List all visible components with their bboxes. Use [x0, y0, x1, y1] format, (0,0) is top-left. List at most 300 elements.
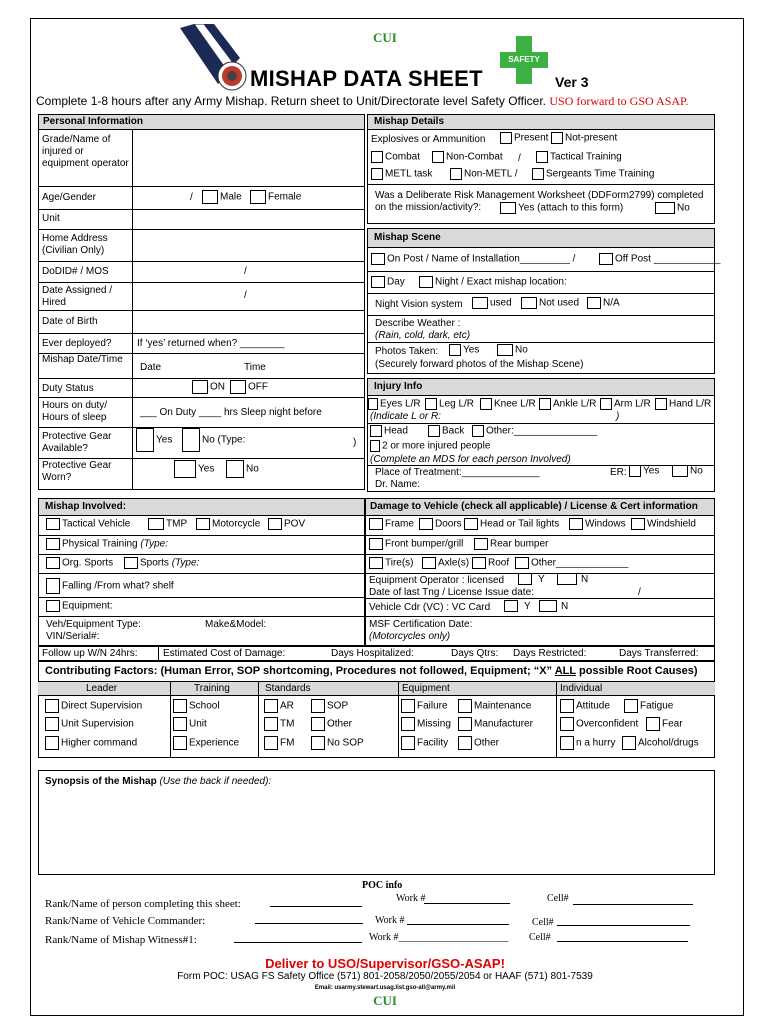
on-post-option[interactable]: [371, 253, 575, 265]
equipment-manufacturer-checkbox[interactable]: [458, 717, 472, 731]
night-option[interactable]: [419, 276, 567, 288]
mishap-scene-header: Mishap Scene: [367, 228, 715, 248]
licensed-y-option[interactable]: [518, 573, 545, 585]
combat-option[interactable]: [371, 151, 420, 163]
present-checkbox[interactable]: [500, 132, 512, 144]
photos-label: Photos Taken:: [375, 346, 439, 357]
duty-on-checkbox[interactable]: [192, 380, 208, 394]
equipment-manufacturer[interactable]: [458, 717, 533, 731]
org-sports-option[interactable]: [46, 557, 113, 569]
injury-leg[interactable]: [425, 398, 474, 410]
day-option[interactable]: [371, 276, 405, 288]
damage-head-tail-label: Head or Tail lights: [480, 518, 560, 530]
day-label: Day: [387, 276, 405, 288]
equipment-facility-label: Facility: [417, 737, 449, 749]
nvs-not-used-label: Not used: [539, 297, 580, 309]
damage-windows-checkbox[interactable]: [569, 518, 583, 530]
tmp-label: TMP: [166, 518, 188, 530]
not-present-option[interactable]: [551, 132, 617, 144]
damage-windows[interactable]: [569, 518, 626, 530]
standards-tm-checkbox[interactable]: [264, 717, 278, 731]
er-yes-option[interactable]: [629, 465, 659, 477]
protective-available-no-label: No (Type:: [202, 434, 246, 446]
leader-higher-command-checkbox[interactable]: [45, 736, 59, 750]
nvs-na-checkbox[interactable]: [587, 297, 601, 309]
damage-tires-label: Tire(s): [385, 557, 414, 569]
leader-direct-supervision-label: Direct Supervision: [61, 700, 143, 712]
equipment-option[interactable]: [46, 600, 113, 612]
individual-fatigue-checkbox[interactable]: [624, 699, 638, 713]
date-assigned-label: Date Assigned / Hired: [42, 285, 113, 308]
rank-witness-label: Rank/Name of Mishap Witness#1:: [45, 934, 197, 946]
nvs-used-checkbox[interactable]: [472, 297, 488, 309]
leader-unit-supervision-checkbox[interactable]: [45, 717, 59, 731]
if-yes-returned: If ‘yes’ returned when? ________: [137, 338, 285, 349]
equipment-facility-checkbox[interactable]: [401, 736, 415, 750]
non-metl-checkbox[interactable]: [450, 168, 462, 180]
injury-head-label: Head: [384, 425, 408, 437]
cell-label-3: Cell#: [529, 932, 551, 943]
protective-available-yes-label: Yes: [156, 434, 173, 446]
equipment-missing-checkbox[interactable]: [401, 717, 415, 731]
individual-alcohol[interactable]: [622, 736, 699, 750]
damage-rear-bumper[interactable]: [474, 538, 548, 550]
present-label: Present: [514, 132, 549, 144]
damage-front-bumper[interactable]: [369, 538, 463, 550]
licensed-n-option[interactable]: [557, 573, 588, 585]
msf-label: MSF Certification Date:: [369, 619, 473, 630]
standards-no-sop-checkbox[interactable]: [311, 736, 325, 750]
drmw-no-checkbox[interactable]: [655, 202, 675, 214]
pov-checkbox[interactable]: [268, 518, 282, 530]
tmp-checkbox[interactable]: [148, 518, 164, 530]
individual-fear-checkbox[interactable]: [646, 717, 660, 731]
individual-fatigue[interactable]: [624, 699, 673, 713]
motorcycle-option[interactable]: [196, 518, 260, 530]
standards-ar[interactable]: [264, 699, 294, 713]
nvs-used-option[interactable]: [472, 297, 512, 309]
er-no-option[interactable]: [672, 465, 703, 477]
individual-attitude[interactable]: [560, 699, 610, 713]
individual-overconfident[interactable]: [560, 717, 638, 731]
licensed-y-checkbox[interactable]: [518, 573, 532, 585]
injury-other[interactable]: [472, 425, 597, 437]
injury-other-label: Other:_______________: [486, 425, 598, 437]
injury-arm-checkbox[interactable]: [600, 398, 612, 410]
injury-back-label: Back: [442, 425, 465, 437]
leader-higher-command-label: Higher command: [61, 737, 138, 749]
equipment-label: Equipment:: [62, 600, 113, 612]
standards-other-checkbox[interactable]: [311, 717, 325, 731]
injury-ankle[interactable]: [539, 398, 596, 410]
leader-direct-supervision-checkbox[interactable]: [45, 699, 59, 713]
falling-option[interactable]: [46, 578, 174, 594]
injury-back-checkbox[interactable]: [428, 425, 440, 437]
date-assigned-slash: /: [244, 290, 247, 301]
nvs-not-used-checkbox[interactable]: [521, 297, 537, 309]
photos-note: (Securely forward photos of the Mishap Scene): [375, 359, 584, 370]
age-gender-label: Age/Gender: [42, 192, 96, 203]
standards-fm-checkbox[interactable]: [264, 736, 278, 750]
equipment-failure[interactable]: [401, 699, 448, 713]
falling-checkbox[interactable]: [46, 578, 60, 594]
injury-head-checkbox[interactable]: [370, 425, 382, 437]
photos-yes-checkbox[interactable]: [449, 344, 461, 356]
duty-off-label: OFF: [248, 381, 268, 393]
individual-fear-label: Fear: [662, 718, 683, 730]
off-post-label: Off Post ____________: [615, 253, 721, 265]
contributing-col-header: [38, 681, 715, 696]
tactical-training-checkbox[interactable]: [536, 151, 548, 163]
page-title: MISHAP DATA SHEET: [250, 66, 483, 91]
licensed-n-label: N: [581, 573, 589, 585]
injury-knee[interactable]: [480, 398, 536, 410]
protective-worn-yes-checkbox[interactable]: [174, 460, 196, 478]
injury-back[interactable]: [428, 425, 464, 437]
damage-head-tail[interactable]: [464, 518, 559, 530]
contributing-title-a: Contributing Factors: (Human Error, SOP shortcoming, Procedures not followed, Equipment; “X”: [45, 665, 553, 677]
damage-rear-bumper-label: Rear bumper: [490, 538, 549, 550]
deliver-banner: Deliver to USO/Supervisor/GSO-ASAP!: [265, 956, 505, 971]
er-no-checkbox[interactable]: [672, 465, 688, 477]
male-checkbox[interactable]: [202, 190, 218, 204]
org-sports-label: Org. Sports: [62, 557, 114, 569]
individual-in-a-hurry-label: n a hurry: [576, 737, 616, 749]
male-label: Male: [220, 191, 242, 203]
damage-axles[interactable]: [422, 557, 469, 569]
injury-head[interactable]: [370, 425, 408, 437]
leader-higher-command[interactable]: [45, 736, 137, 750]
synopsis-label: Synopsis of the Mishap: [45, 776, 157, 787]
weather-label: Describe Weather :: [375, 318, 461, 329]
instruction-text: Complete 1-8 hours after any Army Mishap. Return sheet to Unit/Directorate level Safety Officer.: [36, 94, 547, 108]
damage-header: Damage to Vehicle (check all applicable) / License & Cert information: [365, 498, 715, 516]
injury-eyes-label: Eyes L/R: [380, 398, 421, 410]
protective-worn-label: Protective Gear Worn?: [42, 460, 112, 483]
protective-worn-no-checkbox[interactable]: [226, 460, 244, 478]
mds-note: (Complete an MDS for each person Involved): [370, 454, 571, 465]
damage-axles-label: Axle(s): [438, 557, 470, 569]
damage-frame[interactable]: [369, 518, 414, 530]
standards-tm[interactable]: [264, 717, 294, 731]
standards-other[interactable]: [311, 717, 352, 731]
sergeants-time-label: Sergeants Time Training: [546, 168, 655, 180]
injury-eyes-checkbox[interactable]: [368, 398, 378, 410]
damage-windshield-checkbox[interactable]: [631, 518, 645, 530]
form-poc: Form POC: USAG FS Safety Office (571) 801-2058/2050/2055/2054 or HAAF (571) 801-7539: [177, 971, 593, 982]
pt-type-label: (Type:: [140, 538, 168, 550]
individual-alcohol-checkbox[interactable]: [622, 736, 636, 750]
tactical-vehicle-checkbox[interactable]: [46, 518, 60, 530]
org-sports-checkbox[interactable]: [46, 557, 60, 569]
tmp-option[interactable]: [148, 518, 187, 530]
metl-task-option[interactable]: [371, 168, 432, 180]
damage-tires[interactable]: [369, 557, 414, 569]
motorcycle-label: Motorcycle: [212, 518, 261, 530]
er-yes-label: Yes: [643, 465, 660, 477]
dob-label: Date of Birth: [42, 316, 98, 327]
damage-rear-bumper-checkbox[interactable]: [474, 538, 488, 550]
rank-vc-label: Rank/Name of Vehicle Commander:: [45, 915, 206, 927]
protective-available-label: Protective Gear Available?: [42, 431, 112, 454]
operator-licensed-label: Equipment Operator : licensed: [369, 575, 505, 586]
vc-y-label: Y: [524, 600, 531, 612]
equipment-maintenance[interactable]: [458, 699, 531, 713]
dodid-slash: /: [244, 266, 247, 277]
training-school-checkbox[interactable]: [173, 699, 187, 713]
damage-roof[interactable]: [472, 557, 509, 569]
safety-cross-icon: [500, 36, 548, 84]
contributing-title-all: ALL: [554, 665, 576, 677]
injury-leg-label: Leg L/R: [439, 398, 475, 410]
leader-unit-supervision[interactable]: [45, 717, 134, 731]
age-slash: /: [190, 192, 193, 203]
sports-option[interactable]: [124, 557, 199, 569]
individual-in-a-hurry[interactable]: [560, 736, 615, 750]
drmw-yes-option[interactable]: [500, 202, 623, 214]
injury-hand[interactable]: [655, 398, 711, 410]
contributing-title: [45, 665, 698, 677]
damage-other-label: Other_____________: [531, 557, 629, 569]
damage-roof-label: Roof: [488, 557, 510, 569]
col-individual: Individual: [560, 683, 603, 694]
standards-no-sop[interactable]: [311, 736, 364, 750]
injury-other-checkbox[interactable]: [472, 425, 484, 437]
individual-attitude-checkbox[interactable]: [560, 699, 574, 713]
mishap-date-label: Date: [140, 362, 162, 373]
equipment-failure-label: Failure: [417, 700, 448, 712]
not-present-label: Not-present: [565, 132, 618, 144]
damage-other-checkbox[interactable]: [515, 557, 529, 569]
injury-knee-label: Knee L/R: [494, 398, 536, 410]
drmw-yes-checkbox[interactable]: [500, 202, 516, 214]
not-present-checkbox[interactable]: [551, 132, 563, 144]
last-tng-slash: /: [638, 587, 641, 598]
individual-fear[interactable]: [646, 717, 683, 731]
nvs-na-label: N/A: [603, 297, 620, 309]
mishap-datetime-label: Mishap Date/Time: [42, 354, 123, 365]
non-combat-option[interactable]: [432, 151, 503, 163]
sports-checkbox[interactable]: [124, 557, 138, 569]
pt-option[interactable]: [46, 538, 168, 550]
injury-arm[interactable]: [600, 398, 651, 410]
estimated-cost-label: Estimated Cost of Damage:: [163, 648, 286, 659]
photos-no-checkbox[interactable]: [497, 344, 513, 356]
protective-available-no-checkbox[interactable]: [182, 428, 200, 452]
work-label-2: Work #: [375, 915, 405, 926]
present-option[interactable]: [500, 132, 548, 144]
protective-worn-yes[interactable]: [174, 460, 214, 478]
two-or-more-checkbox[interactable]: [370, 440, 380, 452]
individual-attitude-label: Attitude: [576, 700, 610, 712]
training-unit-checkbox[interactable]: [173, 717, 187, 731]
grade-name-label: Grade/Name of injured or equipment operator: [42, 134, 129, 169]
training-experience-checkbox[interactable]: [173, 736, 187, 750]
er-yes-checkbox[interactable]: [629, 465, 641, 477]
training-experience[interactable]: [173, 736, 239, 750]
rank-sheet-label: Rank/Name of person completing this sheet:: [45, 898, 241, 910]
cell-label-1: Cell#: [547, 893, 569, 904]
hours-duty-label: Hours on duty/ Hours of sleep: [42, 400, 108, 423]
duty-off-option[interactable]: [230, 380, 268, 394]
standards-fm[interactable]: [264, 736, 294, 750]
er-no-label: No: [690, 465, 703, 477]
non-metl-option[interactable]: [450, 168, 518, 180]
injury-ankle-checkbox[interactable]: [539, 398, 551, 410]
individual-overconfident-checkbox[interactable]: [560, 717, 574, 731]
falling-label: Falling /From what? shelf: [62, 580, 174, 592]
motorcycle-checkbox[interactable]: [196, 518, 210, 530]
pov-option[interactable]: [268, 518, 305, 530]
version-label: Ver 3: [555, 74, 589, 90]
equipment-failure-checkbox[interactable]: [401, 699, 415, 713]
equipment-missing[interactable]: [401, 717, 451, 731]
night-checkbox[interactable]: [419, 276, 433, 288]
nvs-na-option[interactable]: [587, 297, 620, 309]
col-equipment: Equipment: [402, 683, 450, 694]
injury-hand-checkbox[interactable]: [655, 398, 667, 410]
weather-example: (Rain, cold, dark, etc): [375, 330, 471, 341]
injury-knee-checkbox[interactable]: [480, 398, 492, 410]
duty-off-checkbox[interactable]: [230, 380, 246, 394]
damage-tires-checkbox[interactable]: [369, 557, 383, 569]
training-unit[interactable]: [173, 717, 207, 731]
damage-head-tail-checkbox[interactable]: [464, 518, 478, 530]
nvs-label: Night Vision system: [375, 299, 463, 310]
equipment-other-checkbox[interactable]: [458, 736, 472, 750]
combat-checkbox[interactable]: [371, 151, 383, 163]
injury-ankle-label: Ankle L/R: [553, 398, 597, 410]
standards-other-label: Other: [327, 718, 353, 730]
standards-sop-checkbox[interactable]: [311, 699, 325, 713]
female-option[interactable]: [250, 190, 301, 204]
standards-ar-checkbox[interactable]: [264, 699, 278, 713]
licensed-y-label: Y: [538, 573, 545, 585]
training-experience-label: Experience: [189, 737, 240, 749]
col-standards: Standards: [265, 683, 311, 694]
veh-type-label: Veh/Equipment Type:: [46, 619, 141, 630]
damage-front-bumper-label: Front bumper/grill: [385, 538, 464, 550]
protective-worn-no[interactable]: [226, 460, 259, 478]
indicate-close: ): [616, 411, 620, 422]
tactical-vehicle-label: Tactical Vehicle: [62, 518, 131, 530]
damage-windshield[interactable]: [631, 518, 696, 530]
injury-eyes[interactable]: [368, 398, 421, 410]
mishap-time-label: Time: [244, 362, 266, 373]
damage-doors[interactable]: [419, 518, 462, 530]
protective-available-yes-checkbox[interactable]: [136, 428, 154, 452]
days-transferred-label: Days Transferred:: [619, 648, 699, 659]
footer-email: Email: usarmy.stewart.usag.list.gso-all@army.mil: [314, 985, 456, 991]
nvs-not-used-option[interactable]: [521, 297, 579, 309]
injury-hand-label: Hand L/R: [669, 398, 712, 410]
vc-n-label: N: [561, 600, 569, 612]
synopsis-label-row: [45, 776, 271, 787]
sergeants-time-checkbox[interactable]: [532, 168, 544, 180]
two-or-more-option[interactable]: [370, 440, 490, 452]
mishap-involved-header: Mishap Involved:: [38, 498, 365, 516]
photos-yes-label: Yes: [463, 344, 480, 356]
leader-direct-supervision[interactable]: [45, 699, 142, 713]
drmw-yes-label: Yes (attach to this form): [518, 202, 624, 214]
standards-sop-label: SOP: [327, 700, 349, 712]
er-label: ER:: [610, 467, 627, 478]
sports-label: Sports: [140, 557, 169, 569]
col-training: Training: [194, 683, 230, 694]
photos-yes-option[interactable]: [449, 344, 479, 356]
vc-n-option[interactable]: [539, 600, 568, 612]
damage-other[interactable]: [515, 557, 628, 569]
days-qtrs-label: Days Qtrs:: [451, 648, 499, 659]
equipment-missing-label: Missing: [417, 718, 451, 730]
damage-frame-checkbox[interactable]: [369, 518, 383, 530]
cui-marking-top: CUI: [373, 30, 397, 45]
damage-windows-label: Windows: [585, 518, 626, 530]
msf-moto-only: (Motorcycles only): [369, 631, 451, 642]
equipment-other[interactable]: [458, 736, 499, 750]
protective-available-no[interactable]: [182, 428, 245, 452]
work-label-3: Work #______________________: [369, 932, 509, 943]
injury-arm-label: Arm L/R: [614, 398, 651, 410]
photos-no-option[interactable]: [497, 344, 528, 356]
drmw-no-label: No: [677, 202, 690, 214]
drmw-no-option[interactable]: [655, 202, 690, 214]
off-post-checkbox[interactable]: [599, 253, 613, 265]
vc-y-checkbox[interactable]: [504, 600, 518, 612]
on-post-checkbox[interactable]: [371, 253, 385, 265]
damage-windshield-label: Windshield: [647, 518, 696, 530]
damage-roof-checkbox[interactable]: [472, 557, 486, 569]
vc-n-checkbox[interactable]: [539, 600, 557, 612]
equipment-maintenance-label: Maintenance: [474, 700, 532, 712]
dr-name-label: Dr. Name:: [375, 479, 421, 490]
metl-task-label: METL task: [385, 168, 433, 180]
pt-checkbox[interactable]: [46, 538, 60, 550]
equipment-maintenance-checkbox[interactable]: [458, 699, 472, 713]
damage-front-bumper-checkbox[interactable]: [369, 538, 383, 550]
non-combat-checkbox[interactable]: [432, 151, 444, 163]
female-label: Female: [268, 191, 302, 203]
training-school[interactable]: [173, 699, 220, 713]
day-checkbox[interactable]: [371, 276, 385, 288]
make-model-label: Make&Model:: [205, 619, 267, 630]
protective-close-paren: ): [353, 437, 357, 448]
equipment-facility[interactable]: [401, 736, 448, 750]
tactical-vehicle-option[interactable]: [46, 518, 130, 530]
licensed-n-checkbox[interactable]: [557, 573, 577, 585]
female-checkbox[interactable]: [250, 190, 266, 204]
damage-axles-checkbox[interactable]: [422, 557, 436, 569]
off-post-option[interactable]: [599, 253, 720, 265]
equipment-checkbox[interactable]: [46, 600, 60, 612]
standards-sop[interactable]: [311, 699, 348, 713]
duty-on-option[interactable]: [192, 380, 225, 394]
combat-slash: /: [518, 153, 521, 164]
dodid-mos-label: DoDID# / MOS: [42, 266, 109, 277]
cell-label-2: Cell#: [532, 917, 554, 928]
unit-label: Unit: [42, 213, 60, 224]
tactical-training-option[interactable]: [536, 151, 622, 163]
damage-doors-checkbox[interactable]: [419, 518, 433, 530]
standards-ar-label: AR: [280, 700, 294, 712]
vc-y-option[interactable]: [504, 600, 531, 612]
sergeants-time-option[interactable]: [532, 168, 654, 180]
protective-available-yes[interactable]: [136, 428, 172, 452]
injury-leg-checkbox[interactable]: [425, 398, 437, 410]
metl-task-checkbox[interactable]: [371, 168, 383, 180]
individual-in-a-hurry-checkbox[interactable]: [560, 736, 574, 750]
male-option[interactable]: [202, 190, 242, 204]
